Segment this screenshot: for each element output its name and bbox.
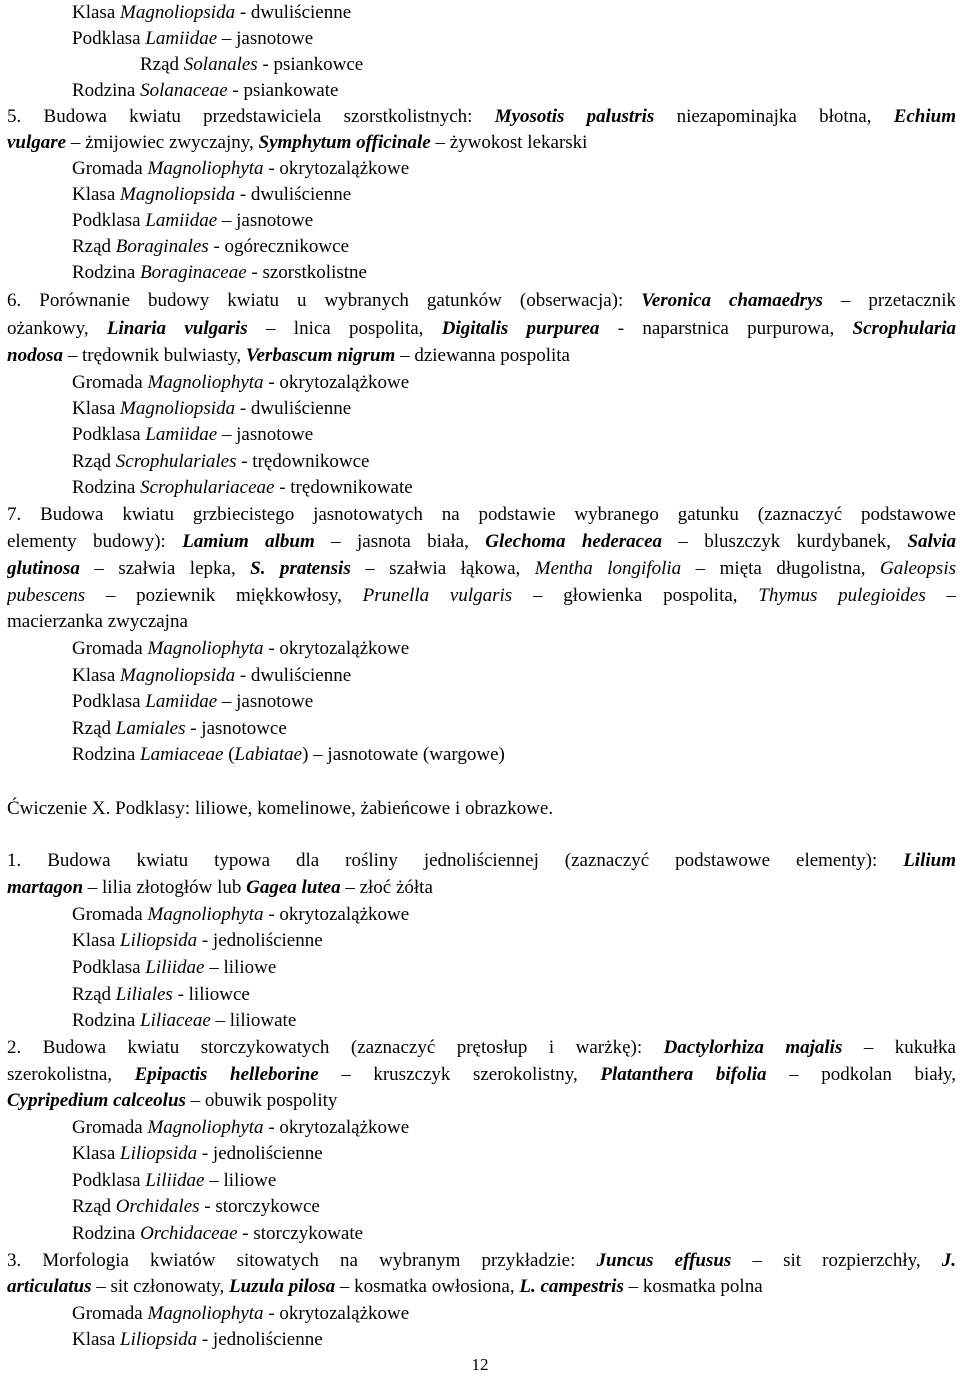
text-run: Ćwiczenie X. Podklasy: liliowe, komelinowe, żabieńcowe i obrazkowe. [7,798,554,819]
text-line [72,1168,276,1194]
text-run: - okrytozalążkowe [263,1117,410,1138]
text-run: – jasnotowe [217,28,314,49]
text-run: – sit rozpierzchły, [731,1250,942,1271]
text-run: Podklasa [72,210,146,231]
text-run: Podklasa [72,691,146,712]
taxon-name: Prunella vulgaris [362,585,513,606]
species-name: Glechoma hederacea [485,531,663,552]
text-run: – jasnota biała, [314,531,486,552]
taxon-name: Solanaceae [140,80,228,101]
text-line [72,370,409,396]
taxon-name: Magnoliopsida [120,2,236,23]
text-line [7,583,956,609]
text-run: – [925,585,956,606]
text-run: Klasa [72,1329,121,1350]
text-line [7,316,956,342]
taxon-name: Lamiidae [145,691,218,712]
text-run: – poziewnik miękkowłosy, [85,585,363,606]
text-run: Rodzina [72,477,141,498]
text-run: - okrytozalążkowe [263,1303,410,1324]
text-run: - okrytozalążkowe [263,372,410,393]
text-run: – liliowe [204,957,277,978]
species-name: Juncus effusus [596,1250,732,1271]
text-run: – głowienka pospolita, [512,585,759,606]
text-line [72,1141,323,1167]
text-run: elementy budowy): [7,531,183,552]
text-run: 6. Porównanie budowy kwiatu u wybranych gatunków (obserwacja): [7,290,642,311]
text-run: - jednoliścienne [197,930,323,951]
text-run: - jasnotowce [185,718,287,739]
text-run: – kukułka [842,1037,956,1058]
text-run: Podklasa [72,424,146,445]
text-run: – obuwik pospolity [185,1090,338,1111]
text-line [72,26,313,52]
species-name: J. [941,1250,956,1271]
taxon-name: Liliopsida [120,1143,198,1164]
species-name: articulatus [7,1276,92,1297]
text-run: Klasa [72,930,121,951]
text-run: – liliowate [210,1010,297,1031]
text-run: 7. Budowa kwiatu grzbiecistego jasnotowatych na podstawie wybranego gatunku (zaznaczyć podstawowe [7,504,956,525]
text-line [7,104,956,130]
text-run: – kosmatka polna [623,1276,763,1297]
species-name: Linaria vulgaris [106,318,248,339]
species-name: martagon [7,877,84,898]
taxon-name: Magnoliophyta [147,638,264,659]
taxon-name: Lamiales [115,718,186,739]
text-run: Gromada [72,904,148,925]
text-run: Rząd [72,984,116,1005]
taxon-name: Liliaceae [140,1010,211,1031]
text-run: – przetacznik [822,290,956,311]
taxon-name: Boraginaceae [140,262,247,283]
text-line [7,1088,337,1114]
text-line [7,1274,763,1300]
text-run: 3. Morfologia kwiatów sitowatych na wybranym przykładzie: [7,1250,597,1271]
text-run: – lnica pospolita, [247,318,442,339]
taxon-name: Galeopsis [880,558,956,579]
species-name: Lilium [903,850,956,871]
text-line [72,1301,409,1327]
species-name: Salvia [907,531,956,552]
species-name: Epipactis helleborine [134,1064,319,1085]
text-run: - jednoliścienne [197,1329,323,1350]
text-run: Klasa [72,1143,121,1164]
taxon-name: Magnoliopsida [120,184,236,205]
species-name: Scrophularia [852,318,956,339]
text-line [7,288,956,314]
text-run: Rodzina [72,744,141,765]
text-run: Rodzina [72,1223,141,1244]
species-name: nodosa [7,345,63,366]
taxon-name: Orchidales [115,1196,200,1217]
text-line [72,396,351,422]
species-name: Cypripedium calceolus [7,1090,186,1111]
text-line [7,848,956,874]
species-name: Myosotis palustris [494,106,655,127]
text-line [72,449,369,475]
text-line [72,663,351,689]
text-line [72,982,250,1008]
text-run: niezapominajka błotna, [654,106,894,127]
text-run: Podklasa [72,1170,146,1191]
text-line [72,208,313,234]
species-name: Symphytum officinale [258,132,431,153]
text-run: – mięta długolistna, [681,558,880,579]
text-run: Klasa [72,398,121,419]
text-run: – jasnotowe [217,210,314,231]
text-run: Klasa [72,665,121,686]
text-run: Rząd [72,451,116,472]
text-run: – podkolan biały, [766,1064,956,1085]
text-line [72,955,276,981]
text-line [72,689,313,715]
species-name: Platanthera bifolia [600,1064,767,1085]
text-run: – jasnotowe [217,424,314,445]
text-run: – szałwia lepka, [79,558,251,579]
taxon-name: pubescens [7,585,86,606]
text-run: - okrytozalążkowe [263,638,410,659]
text-line [72,156,409,182]
text-line [7,1248,956,1274]
taxon-name: Liliidae [145,957,205,978]
page-number: 12 [471,1355,489,1374]
taxon-name: Orchidaceae [140,1223,238,1244]
text-run: Rząd [72,236,116,257]
taxon-name: Magnoliophyta [147,904,264,925]
species-name: Echium [893,106,956,127]
text-run: Podklasa [72,28,146,49]
taxon-name: Magnoliopsida [120,665,236,686]
text-line [72,716,287,742]
taxon-name: Labiatae [234,744,303,765]
text-line [72,78,338,104]
text-run: - szorstkolistne [246,262,367,283]
text-run: ( [223,744,235,765]
text-line [7,875,433,901]
text-line [72,1115,409,1141]
text-run: – jasnotowe [217,691,314,712]
text-run: - psiankowce [257,54,364,75]
text-run: - jednoliścienne [197,1143,323,1164]
species-name: Dactylorhiza majalis [663,1037,843,1058]
species-name: Luzula pilosa [229,1276,336,1297]
text-run: - ogórecznikowce [208,236,350,257]
text-run: Gromada [72,372,148,393]
text-line [7,609,188,635]
text-run: - dwuliścienne [235,184,352,205]
text-run: 1. Budowa kwiatu typowa dla rośliny jednoliściennej (zaznaczyć podstawowe elementy): [7,850,904,871]
text-run: 2. Budowa kwiatu storczykowatych (zaznaczyć prętosłup i warżkę): [7,1037,664,1058]
text-run: Gromada [72,158,148,179]
taxon-name: Scrophulariales [115,451,237,472]
text-run: - naparstnica purpurowa, [599,318,853,339]
text-run: Rodzina [72,1010,141,1031]
taxon-name: Magnoliophyta [147,158,264,179]
text-run: Rząd [72,718,116,739]
text-run: - dwuliścienne [235,665,352,686]
text-line [72,0,351,26]
text-line [72,636,409,662]
text-line [140,52,363,78]
species-name: vulgare [7,132,67,153]
text-run: – bluszczyk kurdybanek, [662,531,908,552]
taxon-name: Thymus pulegioides [758,585,926,606]
text-line [72,234,349,260]
species-name: L. campestris [519,1276,624,1297]
text-run: ) – jasnotowate (wargowe) [302,744,505,765]
text-line [72,260,367,286]
text-run: Rodzina [72,262,141,283]
taxon-name: Magnoliopsida [120,398,236,419]
text-run: macierzanka zwyczajna [7,611,188,632]
text-run: Gromada [72,1117,148,1138]
text-run: - psiankowate [227,80,339,101]
text-line [72,1221,363,1247]
taxon-name: Boraginales [115,236,209,257]
text-line [72,1327,323,1353]
taxon-name: Scrophulariaceae [140,477,275,498]
taxon-name: Liliidae [145,1170,205,1191]
text-run: - trędownikowate [274,477,413,498]
taxon-name: Magnoliophyta [147,1117,264,1138]
taxon-name: Magnoliophyta [147,1303,264,1324]
text-line [7,502,956,528]
text-run: - okrytozalążkowe [263,904,410,925]
text-line [72,422,313,448]
text-run: - storczykowce [199,1196,320,1217]
species-name: Gagea lutea [246,877,341,898]
text-run: szerokolistna, [7,1064,135,1085]
taxon-name: Magnoliophyta [147,372,264,393]
species-name: Lamium album [182,531,315,552]
taxon-name: Liliopsida [120,1329,198,1350]
text-run: - trędownikowce [236,451,370,472]
text-line [72,475,413,501]
text-run: – sit członowaty, [91,1276,230,1297]
text-run: – kruszczyk szerokolistny, [318,1064,601,1085]
text-line [7,796,553,822]
text-line [7,130,587,156]
text-run: – złoć żółta [340,877,433,898]
text-run: - storczykowate [237,1223,364,1244]
taxon-name: Lamiidae [145,28,218,49]
text-line [72,902,409,928]
taxon-name: Solanales [183,54,258,75]
text-run: Gromada [72,1303,148,1324]
text-run: – lilia złotogłów lub [83,877,247,898]
text-run: – żmijowiec zwyczajny, [66,132,259,153]
text-run: - liliowce [172,984,250,1005]
text-run: Klasa [72,184,121,205]
species-name: Verbascum nigrum [245,345,396,366]
text-run: – żywokost lekarski [430,132,588,153]
species-name: Digitalis purpurea [441,318,600,339]
text-line [7,1062,956,1088]
text-line [7,343,570,369]
text-line [7,556,956,582]
taxon-name: Liliopsida [120,930,198,951]
text-run: – trędownik bulwiasty, [62,345,246,366]
text-run: Gromada [72,638,148,659]
text-line [72,928,323,954]
text-run: ożankowy, [7,318,107,339]
text-run: – kosmatka owłosiona, [335,1276,520,1297]
text-run: Podklasa [72,957,146,978]
text-run: - dwuliścienne [235,398,352,419]
text-run: – szałwia łąkowa, [350,558,535,579]
species-name: S. pratensis [250,558,351,579]
text-run: - dwuliścienne [235,2,352,23]
species-name: Veronica chamaedrys [641,290,823,311]
text-run: Rząd [72,1196,116,1217]
text-line [72,182,351,208]
text-line [7,529,956,555]
taxon-name: Liliales [115,984,173,1005]
taxon-name: Lamiidae [145,424,218,445]
text-run: Rząd [140,54,184,75]
text-line [72,742,505,768]
text-line [7,1035,956,1061]
text-run: Rodzina [72,80,141,101]
text-run: - okrytozalążkowe [263,158,410,179]
taxon-name: Lamiidae [145,210,218,231]
taxon-name: Lamiaceae [140,744,224,765]
text-run: Klasa [72,2,121,23]
text-run: – liliowe [204,1170,277,1191]
taxon-name: Mentha longifolia [534,558,682,579]
text-run: – dziewanna pospolita [395,345,570,366]
species-name: glutinosa [7,558,80,579]
text-line [72,1194,320,1220]
text-run: 5. Budowa kwiatu przedstawiciela szorstkolistnych: [7,106,495,127]
text-line [72,1008,296,1034]
